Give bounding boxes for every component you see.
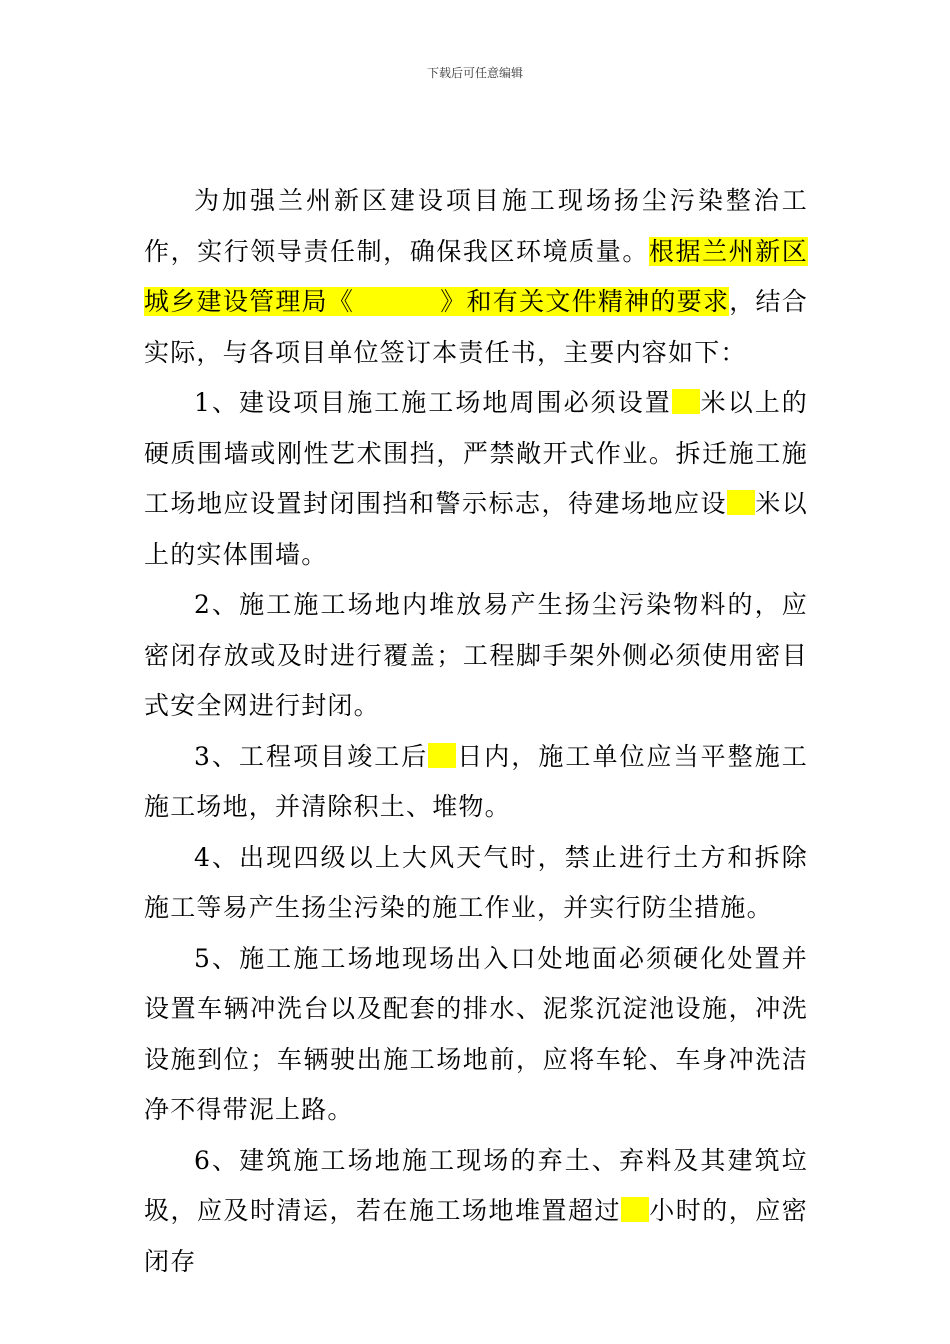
blank-field bbox=[428, 743, 456, 768]
item-6 bbox=[144, 1136, 808, 1288]
item-4 bbox=[144, 833, 808, 934]
blank-field bbox=[672, 389, 700, 414]
highlight-part-1: 根据兰州新区城乡建设管理局《 bbox=[144, 236, 808, 316]
item-2 bbox=[144, 580, 808, 732]
item-1 bbox=[144, 378, 808, 580]
item-1-text-b: 米以上的硬质围墙或刚性艺术围挡，严禁敞开式作业。拆迁施工施工场地应设置封闭围挡和警示标志，待建场地应设 bbox=[144, 388, 808, 518]
item-2-text: 2、施工施工场地内堆放易产生扬尘污染物料的，应密闭存放或及时进行覆盖；工程脚手架外侧必须使用密目式安全网进行封闭。 bbox=[144, 590, 808, 720]
blank-field bbox=[727, 490, 755, 515]
intro-text: 为加强兰州新区建设项目施工现场扬尘污染整治工作，实行领导责任制，确保我区环境质量。 bbox=[144, 186, 808, 266]
blank-field bbox=[621, 1197, 649, 1222]
item-1-text-a: 1、建设项目施工施工场地周围必须设置 bbox=[194, 388, 672, 417]
item-4-text: 4、出现四级以上大风天气时，禁止进行土方和拆除施工等易产生扬尘污染的施工作业，并实行防尘措施。 bbox=[144, 842, 808, 922]
item-6-text-a: 6、建筑施工场地施工现场的弃土、弃料及其建筑垃圾，应及时清运，若在施工场地堆置超过 bbox=[144, 1145, 808, 1225]
intro-text-end: ，结合实际，与各项目单位签订本责任书，主要内容如下： bbox=[144, 287, 808, 367]
item-6-text-b: 小时的，应密闭存 bbox=[144, 1196, 808, 1276]
item-3-text-b: 日内，施工单位应当平整施工施工场地，并清除积土、堆物。 bbox=[144, 741, 808, 821]
item-1-text-c: 米以上的实体围墙。 bbox=[144, 489, 808, 569]
intro-paragraph bbox=[144, 176, 808, 378]
document-body bbox=[144, 176, 808, 1287]
item-5 bbox=[144, 934, 808, 1136]
blank-field bbox=[354, 288, 440, 313]
item-3 bbox=[144, 732, 808, 833]
item-3-text-a: 3、工程项目竣工后 bbox=[194, 741, 429, 771]
item-5-text: 5、施工施工场地现场出入口处地面必须硬化处置并设置车辆冲洗台以及配套的排水、泥浆沉淀池设施，冲洗设施到位；车辆驶出施工场地前，应将车轮、车身冲洗洁净不得带泥上路。 bbox=[144, 943, 808, 1124]
page-header: 下载后可任意编辑 bbox=[426, 66, 523, 80]
highlight-part-2: 》和有关文件精神的要求 bbox=[440, 287, 730, 316]
